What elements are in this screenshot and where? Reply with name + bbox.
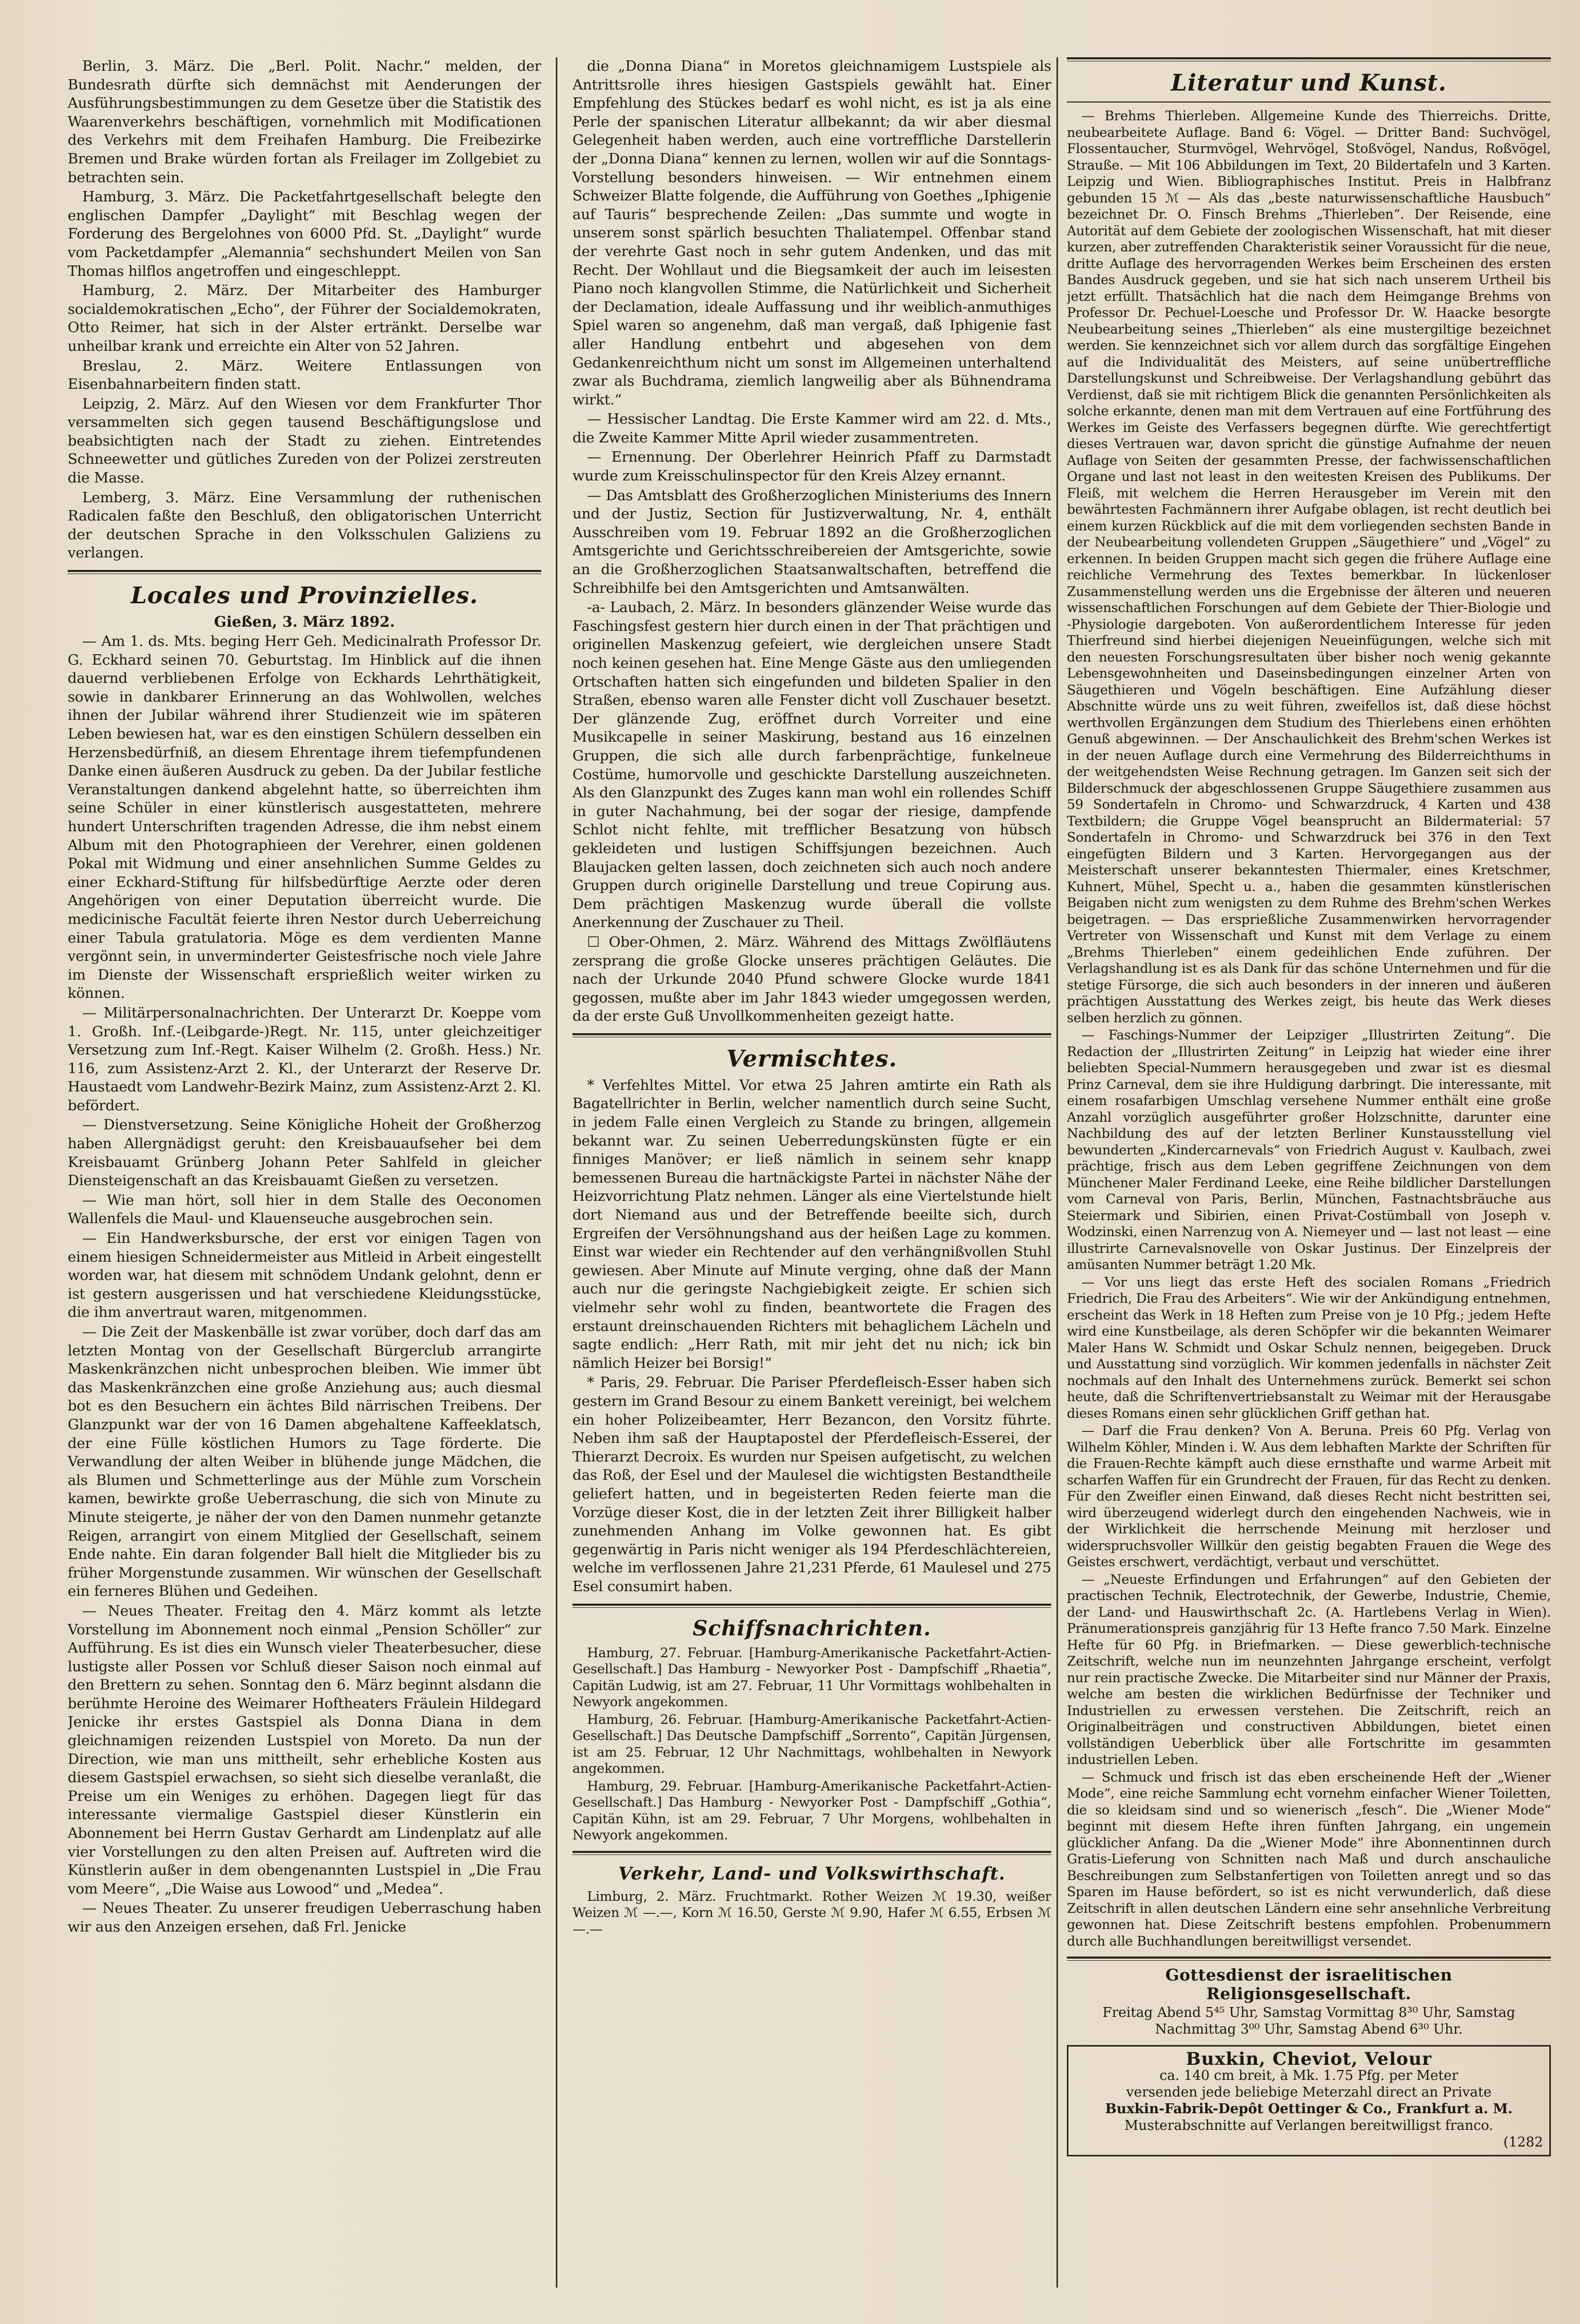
column-3	[1067, 57, 1551, 2288]
article-paragraph: Hamburg, 2. März. Der Mitarbeiter des Hamburger socialdemokratischen „Echo“, der Führer der Socialdemokraten, Otto Reimer, hat sich in der Alster ertränkt. Derselbe war unheilbar krank und erreichte ein Alter von 52 Jahren.	[68, 282, 541, 354]
article-paragraph: Hamburg, 26. Februar. [Hamburg-Amerikanische Packetfahrt-Actien-Gesellschaft.] Das Deutsche Dampfschiff „Sorrento“, Capitän Jürgensen, ist am 25. Februar, 12 Uhr Nachmittags, wohlbehalten in Newyork angekommen.	[572, 1711, 1051, 1776]
article-paragraph: Hamburg, 27. Februar. [Hamburg-Amerikanische Packetfahrt-Actien-Gesellschaft.] Das Hamburg - Newyorker Post - Dampfschiff „Rhaetia“, Capitän Ludwig, ist am 27. Februar, 11 Uhr Vormittags wohlbehalten in Newyork angekommen.	[572, 1645, 1051, 1709]
section-divider	[572, 1851, 1051, 1855]
section-divider	[572, 1604, 1051, 1608]
ad-line: versenden jede beliebige Meterzahl direct an Private	[1126, 2085, 1492, 2100]
worship-title: Gottesdienst der israelitischen Religionsgesellschaft.	[1165, 1966, 1452, 2003]
column-1	[68, 57, 541, 2288]
article-paragraph: — Wie man hört, soll hier in dem Stalle des Oeconomen Wallenfels die Maul- und Klauenseuche ausgebrochen sein.	[68, 1191, 541, 1227]
section-heading-locales: Locales und Provinzielles.	[131, 582, 478, 609]
article-paragraph: ☐ Ober-Ohmen, 2. März. Während des Mittags Zwölfläutens zersprang die große Glocke unseres prächtigen Geläutes. Die nach der Urkunde 2040 Pfund schwere Glocke wurde 1841 gegossen, mußte aber im Jahr 1843 wieder umgegossen werden, da der erste Guß Unvollkommenheiten gezeigt hatte.	[572, 933, 1051, 1025]
article-paragraph: — Darf die Frau denken? Von A. Beruna. Preis 60 Pfg. Verlag von Wilhelm Köhler, Minden i. W. Aus dem lebhaften Markte der Schriften für die Frauen-Rechte kämpft auch diese ernsthafte und warme Arbeit mit scharfen Waffen für ein Grundrecht der Frauen, für das Recht zu denken. Für den Zweifler einen Einwand, daß dieses Recht nicht bestritten sei, wird überzeugend widerlegt durch den eingehenden Nachweis, wie in der Wirklichkeit die herrschende Meinung mit herzloser und widerspruchsvoller Willkür den geistig begabten Frauen die Wege des Geistes erschwert, verdächtigt, verbaut und verschüttet.	[1067, 1423, 1551, 1569]
article-paragraph: — Vor uns liegt das erste Heft des socialen Romans „Friedrich Friedrich, Die Frau des Arbeiters“. Wie wir der Ankündigung entnehmen, erscheint das Werk in 18 Heften zum Preise von je 10 Pfg.; jedem Hefte wird eine Kunstbeilage, als deren Schöpfer wir die bekannten Weimarer Maler Hans W. Schmidt und Oskar Schulz nennen, beigegeben. Druck und Ausstattung sind vorzüglich. Wir kommen jedenfalls in nächster Zeit nochmals auf den Inhalt des Unternehmens zurück. Bemerkt sei schon heute, daß die Schriftenvertriebsanstalt zu Weimar mit der Herausgabe dieses Romans einen sehr glücklichen Griff gethan hat.	[1067, 1274, 1551, 1421]
ad-line: Buxkin-Fabrik-Depôt Oettinger & Co., Frankfurt a. M.	[1105, 2101, 1513, 2117]
article-paragraph: — Ein Handwerksbursche, der erst vor einigen Tagen von einem hiesigen Schneidermeister aus Mitleid in Arbeit eingestellt worden war, hat diesem mit schnödem Undank gelohnt, denn er ist gestern ausgerissen und hat verschiedene Kleidungsstücke, die ihm anvertraut waren, mitgenommen.	[68, 1230, 541, 1321]
article-paragraph: Limburg, 2. März. Fruchtmarkt. Rother Weizen ℳ 19.30, weißer Weizen ℳ —.—, Korn ℳ 16.50, Gerste ℳ 9.90, Hafer ℳ 6.55, Erbsen ℳ —.—	[572, 1888, 1051, 1937]
section-divider	[68, 570, 541, 574]
article-paragraph: die „Donna Diana“ in Moretos gleichnamigem Lustspiele als Antrittsrolle ihres hiesigen Gastspiels gewählt hat. Einer Empfehlung des Stückes bedarf es wohl nicht, es ist ja als eine Perle der spanischen Literatur allbekannt; da wir aber diesmal Gelegenheit haben werden, auch eine vortreffliche Darstellerin der „Donna Diana“ kennen zu lernen, wollen wir auf die Sonntags-Vorstellung besonders hinweisen. — Wir entnehmen einem Schweizer Blatte folgende, die Aufführung von Goethes „Iphigenie auf Tauris“ besprechende Zeilen: „Das summte und wogte in unserem sonst spärlich besuchten Thaliatempel. Offenbar stand der verehrte Gast noch in sehr gutem Andenken, und das mit Recht. Der Wohllaut und die Biegsamkeit der auch im leisesten Piano noch klangvollen Stimme, die Natürlichkeit und Sicherheit der Declamation, ideale Auffassung und ihr weiblich-anmuthiges Spiel waren so angenehm, daß man vergaß, daß Iphigenie fast aller Handlung entbehrt und abgesehen von dem Gedankenreichthum nicht um sonst im Allgemeinen unterhaltend zwar als Buchdrama, ziemlich langweilig aber als Bühnendrama wirkt.“	[572, 58, 1051, 408]
article-paragraph: — Die Zeit der Maskenbälle ist zwar vorüber, doch darf das am letzten Montag von der Gesellschaft Bürgerclub arrangirte Maskenkränzchen nicht unbesprochen bleiben. Wie immer übt das Maskenkränzchen eine große Anziehung aus; auch diesmal bot es den Besuchern ein ächtes Bild närrischen Treibens. Der Glanzpunkt war der von 16 Damen abgehaltene Kaffeeklatsch, der eine Fülle köstlichen Humors zu Tage förderte. Die Verwandlung der alten Weiber in blühende junge Mädchen, die als Blumen und Schmetterlinge aus der Mühle zum Vorschein kamen, bewirkte große Ueberraschung, die sich von Minute zu Minute steigerte, je näher der von den Damen nunmehr getanzte Reigen, arrangirt von einem Mitglied der Gesellschaft, seinem Ende nahte. Ein daran folgender Ball hielt die Mitglieder bis zu früher Morgenstunde zusammen. Wir wünschen der Gesellschaft ein ferneres Blühen und Gedeihen.	[68, 1324, 541, 1600]
article-paragraph: — Neues Theater. Zu unserer freudigen Ueberraschung haben wir aus den Anzeigen ersehen, daß Frl. Jenicke	[68, 1900, 541, 1935]
article-paragraph: Lemberg, 3. März. Eine Versammlung der ruthenischen Radicalen faßte den Beschluß, den obligatorischen Unterricht der deutschen Sprache in den Volksschulen Galiziens zu verlangen.	[68, 489, 541, 562]
ad-line: Musterabschnitte auf Verlangen bereitwilligst franco.	[1124, 2118, 1494, 2133]
ad-number: (1282	[1503, 2135, 1543, 2150]
article-paragraph: * Verfehltes Mittel. Vor etwa 25 Jahren amtirte ein Rath als Bagatellrichter in Berlin, welcher namentlich durch seine Sucht, in jedem Falle einen Vergleich zu Stande zu bringen, allgemein bekannt war. Zu seinen Ueberredungskünsten fügte er ein finniges Manöver; er ließ nämlich in seinem sehr knapp bemessenen Bureau die hartnäckigste Partei in nächster Nähe der Heizvorrichtung Platz nehmen. Länger als eine Viertelstunde hielt dort Niemand aus und der Betreffende beeilte sich, durch Ergreifen der Versöhnungshand aus der heißen Lage zu kommen. Einst war wieder ein Rechtender auf den verhängnißvollen Stuhl gewiesen. Aber Minute auf Minute verging, ohne daß der Mann auch nur die geringste Nachgiebigkeit zeigte. Er schien sich vielmehr sehr wohl zu finden, beantwortete die Fragen des erstaunt dreinschauenden Richters mit behaglichem Lächeln und sagte endlich: „Herr Rath, mit mir jeht det nu nich; ick bin nämlich Heizer bei Borsig!“	[572, 1076, 1051, 1371]
ad-line: ca. 140 cm breit, à Mk. 1.75 Pfg. per Meter	[1159, 2068, 1458, 2084]
article-paragraph: Breslau, 2. März. Weitere Entlassungen von Eisenbahnarbeitern finden statt.	[68, 357, 541, 393]
advertisement-box	[1067, 2045, 1551, 2156]
section-heading-market: Verkehr, Land- und Volkswirthschaft.	[618, 1863, 1006, 1884]
article-paragraph: — Dienstversetzung. Seine Königliche Hoheit der Großherzog haben Allergnädigst geruht: den Kreisbauaufseher bei dem Kreisbauamt Grünberg Johann Peter Sahlfeld in gleicher Diensteigenschaft an das Kreisbauamt Gießen zu versetzen.	[68, 1116, 541, 1189]
section-divider	[1067, 1957, 1551, 1961]
article-paragraph: — Hessischer Landtag. Die Erste Kammer wird am 22. d. Mts., die Zweite Kammer Mitte April wieder zusammentreten.	[572, 411, 1051, 446]
article-paragraph: — Faschings-Nummer der Leipziger „Illustrirten Zeitung“. Die Redaction der „Illustrirten Zeitung“ in Leipzig hat wieder eine ihrer beliebten Special-Nummern herausgegeben und zwar ist es diesmal Prinz Carneval, dem sie ihre Huldigung darbringt. Die interessante, mit einem rosafarbigen Umschlag versehene Nummer enthält eine große Anzahl vorzüglich ausgeführter großer Holzschnitte, darunter eine Nachbildung des auf der letzten Berliner Kunstausstellung viel bewunderten „Kindercarnevals“ von Friedrich August v. Kaulbach, zwei prächtige, frisch aus dem Leben gegriffene Zeichnungen von dem Münchener Maler Ferdinand Leeke, eine Reihe bildlicher Darstellungen vom Carneval von Paris, Berlin, München, Fastnachtsbräuche aus Steiermark und Sibirien, einen Privat-Costümball von Joseph v. Wodzinski, einen Narrenzug von A. Niemeyer und — last not least — eine illustrirte Carnevalsnovelle von Oskar Justinus. Der Einzelpreis der amüsanten Nummer beträgt 1.20 Mk.	[1067, 1027, 1551, 1272]
article-paragraph: Hamburg, 29. Februar. [Hamburg-Amerikanische Packetfahrt-Actien-Gesellschaft.] Das Hamburg - Newyorker Post - Dampfschiff „Gothia“, Capitän Kühn, ist am 29. Februar, 7 Uhr Morgens, wohlbehalten in Newyork angekommen.	[572, 1778, 1051, 1843]
heading-underline	[1067, 101, 1551, 103]
column-rule	[556, 57, 557, 2288]
article-paragraph: — Am 1. ds. Mts. beging Herr Geh. Medicinalrath Professor Dr. G. Eckhard seinen 70. Geburtstag. Im Hinblick auf die ihnen dauernd verbliebenen Erfolge von Eckhards Lehrthätigkeit, sowie in dankbarer Erinnerung an das Wohlwollen, welches ihnen der Jubilar während ihrer Studienzeit wie im späteren Leben bewiesen hat, war es den einstigen Schülern desselben ein Herzensbedürfniß, an diesem Ehrentage ihrem tiefempfundenen Danke einen äußeren Ausdruck zu geben. Da der Jubilar festliche Veranstaltungen dankend abgelehnt hatte, so überreichten ihm seine Schüler in einer künstlerisch ausgestatteten, mehrere hundert Unterschriften tragenden Adresse, die ihm nebst einem Album mit den Photographieen der Verehrer, einen goldenen Pokal mit Widmung und einer ansehnlichen Summe Geldes zu einer Eckhard-Stiftung für hilfsbedürftige Aerzte oder deren Angehörigen von einer Deputation überreicht wurde. Die medicinische Facultät feierte ihren Nestor durch Ueberreichung einer Tabula gratulatoria. Möge es dem verdienten Manne vergönnt sein, in unverminderter Geistesfrische noch viele Jahre im Dienste der Wissenschaft ersprießlich weiter wirken zu können.	[68, 633, 541, 1002]
column-rule	[1056, 57, 1058, 2288]
article-paragraph: — Militärpersonalnachrichten. Der Unterarzt Dr. Koeppe vom 1. Großh. Inf.-(Leibgarde-)Regt. Nr. 115, unter gleichzeitiger Versetzung zum Inf.-Regt. Kaiser Wilhelm (2. Großh. Hess.) Nr. 116, zum Assistenz-Arzt 2. Kl., der Unterarzt der Reserve Dr. Haustaedt vom Landwehr-Bezirk Mainz, zum Assistenz-Arzt 2. Kl. befördert.	[68, 1004, 541, 1114]
article-paragraph: — Schmuck und frisch ist das eben erscheinende Heft der „Wiener Mode“, eine reiche Sammlung echt vornehm einfacher Wiener Toiletten, die so kleidsam sind und so wienerisch „fesch“. Die „Wiener Mode“ beginnt mit diesem Hefte ihren fünften Jahrgang, ein ungemein glücklicher Anfang. Da die „Wiener Mode“ ihre Abonnentinnen durch Gratis-Lieferung von Schnitten nach Maß und durch anschauliche Beschreibungen zum Selbstanfertigen von Toiletten anregt und so das Sparen im Hause befördert, so ist es nicht verwunderlich, daß diese Zeitschrift in allen deutschen Ländern eine sehr ansehnliche Verbreitung gewonnen hat. Diese Zeitschrift bestens empfohlen. Probenummern durch alle Buchhandlungen bereitwilligst versendet.	[1067, 1769, 1551, 1949]
worship-times: Freitag Abend 5⁴⁵ Uhr, Samstag Vormittag 8³⁰ Uhr, Samstag	[1102, 2005, 1515, 2021]
ad-title: Buxkin, Cheviot, Velour	[1186, 2049, 1432, 2069]
section-divider	[572, 1033, 1051, 1037]
section-heading-literature: Literatur und Kunst.	[1170, 70, 1447, 96]
article-paragraph: Leipzig, 2. März. Auf den Wiesen vor dem Frankfurter Thor versammelten sich gegen tausend Beschäftigungslose und beabsichtigten nach der Stadt zu ziehen. Eintretendes Schneewetter und gütliches Zureden von der Polizei zerstreuten die Masse.	[68, 395, 541, 487]
worship-times: Nachmittag 3⁰⁰ Uhr, Samstag Abend 6³⁰ Uhr.	[1155, 2022, 1463, 2037]
article-paragraph: — Ernennung. Der Oberlehrer Heinrich Pfaff zu Darmstadt wurde zum Kreisschulinspector für den Kreis Alzey ernannt.	[572, 449, 1051, 485]
article-paragraph: * Paris, 29. Februar. Die Pariser Pferdefleisch-Esser haben sich gestern im Grand Besour zu einem Bankett vereinigt, bei welchem ein hoher Polizeibeamter, Herr Bezancon, den Vorsitz führte. Neben ihm saß der Hauptapostel der Pferdefleisch-Esserei, der Thierarzt Decroix. Es wurden nur Speisen aufgetischt, zu welchen das Roß, der Esel und der Maulesel die wichtigsten Bestandtheile geliefert hatten, und in begeisterten Reden feierte man die Vorzüge dieser Kost, die in der letzten Zeit ihrer Billigkeit halber zunehmenden Anhang im Volke gewonnen hat. Es gibt gegenwärtig in Paris nicht weniger als 194 Pferdeschlächtereien, welche im verflossenen Jahre 21,231 Pferde, 61 Maulesel und 275 Esel consumirt haben.	[572, 1374, 1051, 1595]
article-paragraph: -a- Laubach, 2. März. In besonders glänzender Weise wurde das Faschingsfest gestern hier durch einen in der That prächtigen und originellen Maskenzug gefeiert, wie dergleichen unsere Stadt noch keinen gesehen hat. Eine Menge Gäste aus den umliegenden Ortschaften hatten sich eingefunden und bildeten Spalier in den Straßen, ebenso waren alle Fenster dicht voll Zuschauer besetzt. Der glänzende Zug, eröffnet durch Vorreiter und eine Musikcapelle in seiner Maskirung, bestand aus 16 einzelnen Gruppen, die sich alle durch farbenprächtige, funkelneue Costüme, humorvolle und geschickte Darstellung auszeichneten. Als den Glanzpunkt des Zuges kann man wohl ein rollendes Schiff in guter Nachahmung, bei der sogar der riesige, dampfende Schlot nicht fehlte, mit trefflicher Besatzung von hübsch gekleideten und lustigen Schiffsjungen bezeichnen. Auch Blaujacken gelten lassen, doch zeichneten sich auch noch andere Gruppen durch originelle Darstellung und treue Copirung aus. Dem prächtigen Maskenzug wurde überall die vollste Anerkennung der Zuschauer zu Theil.	[572, 599, 1051, 931]
section-heading-ships: Schiffsnachrichten.	[692, 1616, 932, 1641]
article-paragraph: — Das Amtsblatt des Großherzoglichen Ministeriums des Innern und der Justiz, Section für Justizverwaltung, Nr. 4, enthält Ausschreiben vom 19. Februar 1892 an die Großherzoglichen Amtsgerichte und Gerichtsschreibereien der Amtsgerichte, sowie an die Großherzoglichen Staatsanwaltschaften, betreffend die Schreibhilfe bei den Amtsgerichten und Amtsanwälten.	[572, 487, 1051, 596]
article-paragraph: — „Neueste Erfindungen und Erfahrungen“ auf den Gebieten der practischen Technik, Electrotechnik, der Gewerbe, Industrie, Chemie, der Land- und Hauswirthschaft 2c. (A. Hartlebens Verlag in Wien). Pränumerationspreis ganzjährig für 13 Hefte franco 7.50 Mark. Einzelne Hefte für 60 Pfg. in Briefmarken. — Diese gewerblich-technische Zeitschrift, welche nun im neunzehnten Jahrgange erscheint, verfolgt nur rein practische Zwecke. Die Mitarbeiter sind nur Männer der Praxis, welche am besten die wirklichen Bedürfnisse der Techniker und Industriellen zu erwessen verstehen. Die Zeitschrift, reich an Originalbeiträgen und constructiven Abbildungen, bietet einen vollständigen Ueberblick über alle Fortschritte im gesammten industriellen Leben.	[1067, 1571, 1551, 1767]
article-paragraph: Hamburg, 3. März. Die Packetfahrtgesellschaft belegte den englischen Dampfer „Daylight“ mit Beschlag wegen der Forderung des Bergelohnes von 6000 Pfd. St. „Daylight“ wurde vom Packetdampfer „Alemannia“ sechshundert Meilen von San Thomas hilflos angetroffen und eingeschleppt.	[68, 188, 541, 280]
article-paragraph: Berlin, 3. März. Die „Berl. Polit. Nachr.“ melden, der Bundesrath dürfte sich demnächst mit Aenderungen der Ausführungsbestimmungen zu dem Gesetze über die Statistik des Waarenverkehrs beschäftigen, vornehmlich mit Modificationen des Verkehrs mit dem Freihafen Hamburg. Die Freibezirke Bremen und Brake würden fortan als Freilager im Zollgebiet zu betrachten sein.	[68, 58, 541, 186]
dateline: Gießen, 3. März 1892.	[214, 613, 395, 631]
column-2	[572, 57, 1051, 2288]
article-paragraph: — Brehms Thierleben. Allgemeine Kunde des Thierreichs. Dritte, neubearbeitete Auflage. Band 6: Vögel. — Dritter Band: Suchvögel, Flossentaucher, Sturmvögel, Wehrvögel, Stoßvögel, Nandus, Roßvögel, Strauße. — Mit 106 Abbildungen im Text, 20 Bildertafeln und 3 Karten. Leipzig und Wien. Bibliographisches Institut. Preis in Halbfranz gebunden 15 ℳ — Als das „beste naturwissenschaftliche Hausbuch“ bezeichnet Dr. O. Finsch Brehms „Thierleben“. Der Reisende, eine Autorität auf dem Gebiete der zoologischen Wissenschaft, hat mit dieser kurzen, aber zutreffenden Charakteristik seiner Voraussicht für die neue, dritte Auflage des hervorragenden Werkes beim Erscheinen des ersten Bandes Ausdruck gegeben, und sie hat sich nach unserem Urtheil bis jetzt erfüllt. Thatsächlich hat die nach dem Heimgange Brehms von Professor Dr. Pechuel-Loesche und Professor Dr. W. Haacke besorgte Neubearbeitung seines „Thierleben“ als eine mustergiltige bezeichnet werden. Sie kennzeichnet sich vor allem durch das sorgfältige Eingehen auf die Individualität des Meisters, auf seine unübertreffliche Darstellungskunst und Schreibweise. Der Verlagshandlung gebührt das Verdienst, daß sie mit richtigem Blick die genannten Persönlichkeiten als solche erkannte, denen man mit dem Vertrauen auf eine Fortführung des Werkes im Geiste des Verfassers begegnen dürfte. Wie gerechtfertigt dieses Vertrauen war, davon spricht die günstige Aufnahme der neuen Auflage von Seiten der gesammten Presse, der fachwissenschaftlichen Organe und last not least in den weitesten Kreisen des Publikums. Der Fleiß, mit welchem die Herren Herausgeber im Verein mit den bewährtesten Fachmännern ihrer Aufgabe oblagen, ist recht deutlich bei einem kurzen Rückblick auf die mit dem vorliegenden sechsten Bande in der Neubearbeitung vollendeten Gruppen „Säugethiere“ und „Vögel“ zu erkennen. In beiden Gruppen macht sich gegen die frühere Auflage eine reichliche Vermehrung des Textes bemerkbar. In lückenloser Zusammenstellung werden uns die Ergebnisse der älteren und neueren wissenschaftlichen Forschungen auf dem Gebiete der Thier-Biologie und -Physiologie dargeboten. Von außerordentlichem Interesse für jeden Thierfreund sind hierbei diejenigen Neueinfügungen, welche sich mit den neuesten Forschungsresultaten über bisher noch wenig gekannte Lebensgewohnheiten und Daseinsbedingungen einzelner Arten von Säugethieren und Vögeln beschäftigen. Eine Aufzählung dieser Abschnitte würde uns zu weit führen, zweifellos ist, daß diese höchst werthvollen Ergänzungen dem Studium des Thierlebens einen erhöhten Genuß abgewinnen. — Der Anschaulichkeit des Brehm'schen Werkes ist in der neuen Auflage durch eine Vermehrung des Bilderreichthums in der weitgehendsten Weise Rechnung getragen. Im Ganzen seit sich der Bilderschmuck der abgeschlossenen Gruppe Säugethiere zusammen aus 59 Sondertafeln in Chromo- und Schwarzdruck, 4 Karten und 438 Textbildern; die Gruppe Vögel beansprucht an Bildermaterial: 57 Sondertafeln in Chromo- und Schwarzdruck bei 376 in den Text eingefügten Bildern und 3 Karten. Hervorgegangen aus der Meisterschaft unserer bekanntesten Thiermaler, eines Kretschmer, Kuhnert, Mühel, Specht u. a., haben die gesammten künstlerischen Beigaben nicht zum wenigsten zu dem Ruhme des Brehm'schen Werkes beigetragen. — Das ersprießliche Zusammenwirken hervorragender Vertreter von Wissenschaft und Kunst mit dem Verlage zu einem „Brehms Thierleben“ einem gedeihlichen Ende zuführen. Der Verlagshandlung ist es als Dank für das schöne Unternehmen und für die stetige Fürsorge, die sich auch besonders in der inneren und äußeren prächtigen Ausstattung des Werkes zeigt, bis heute das Werk dieses selben herzlich zu gönnen.	[1067, 108, 1551, 1025]
section-divider	[1067, 57, 1551, 61]
section-heading-misc: Vermischtes.	[726, 1045, 898, 1072]
article-paragraph: — Neues Theater. Freitag den 4. März kommt als letzte Vorstellung im Abonnement noch einmal „Pension Schöller“ zur Aufführung. Es ist dies ein Wunsch vieler Theaterbesucher, diese lustigste aller Possen vor Schluß dieser Saison noch einmal auf den Brettern zu sehen. Sonntag den 6. März beginnt alsdann die berühmte Heroine des Weimarer Hoftheaters Fräulein Hildegard Jenicke ihr erstes Gastspiel als Donna Diana in dem gleichnamigen reizenden Lustspiel von Moreto. Da nun der Direction, wie man uns mittheilt, sehr erhebliche Kosten aus diesem Gastspiel erwachsen, so sieht sich dieselbe veranlaßt, die Preise um ein Weniges zu erhöhen. Dagegen liegt für das interessante viermalige Gastspiel dieser Künstlerin ein Abonnement bei Herrn Gustav Gerhardt am Lindenplatz auf alle vier Vorstellungen zu den alten Preisen auf. Auftreten wird die Künstlerin außer in dem obengenannten Lustspiel in „Die Frau vom Meere“, „Die Waise aus Lowood“ und „Medea“.	[68, 1602, 541, 1897]
